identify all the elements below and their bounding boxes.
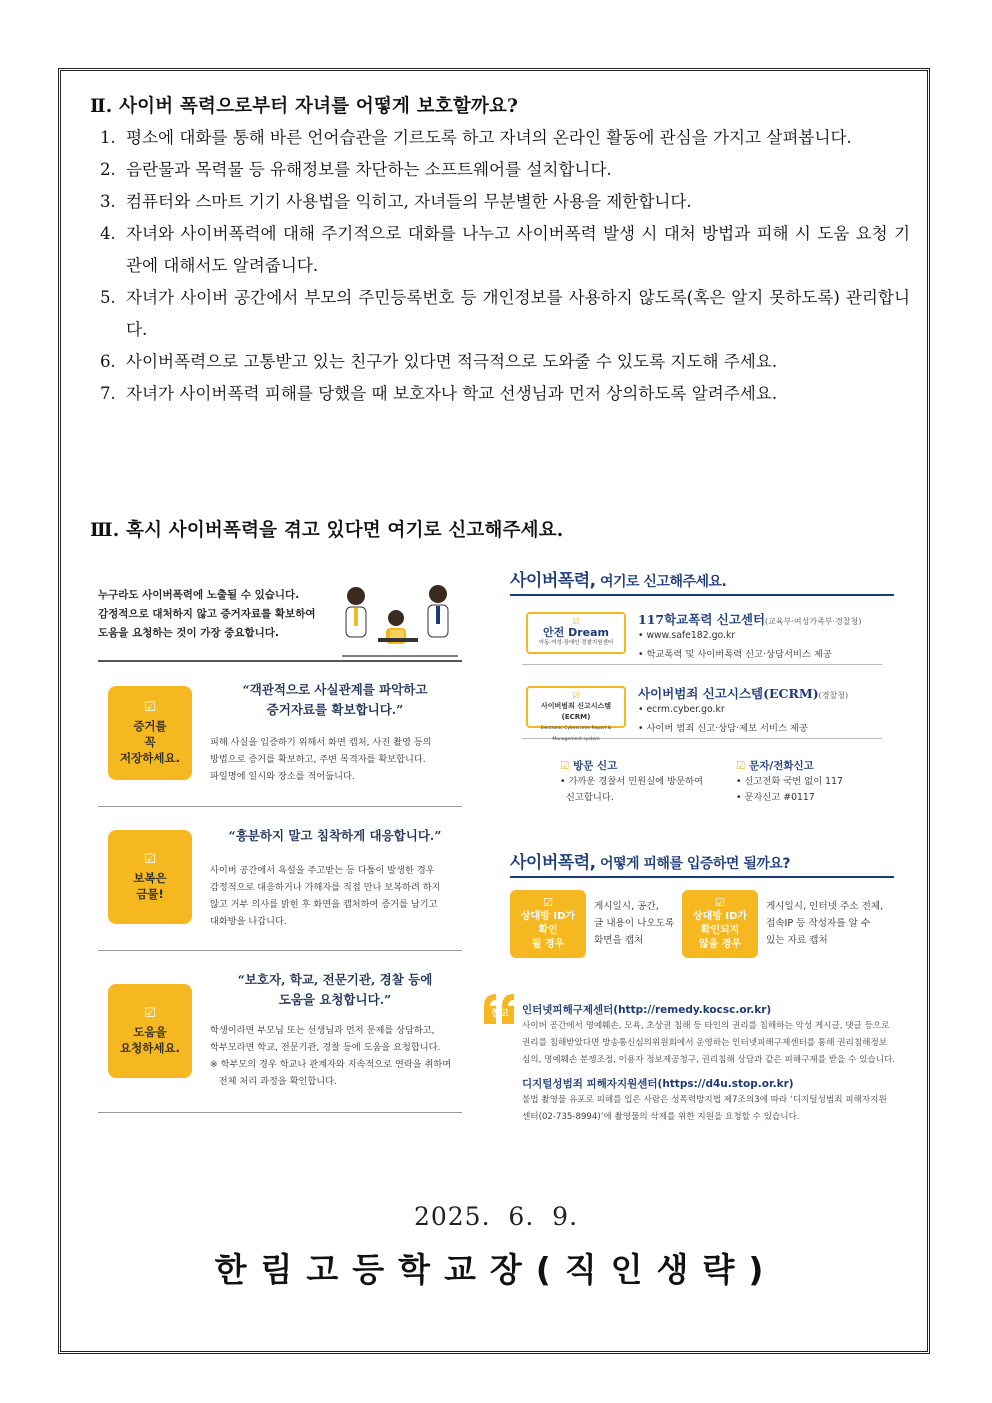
ref-label: 참고 (491, 1009, 509, 1019)
intro-text: 누구라도 사이버폭력에 노출될 수 있습니다. 감정적으로 대처하지 않고 증거자료를 확보하여 도움을 요청하는 것이 가장 중요합니다. (98, 589, 316, 639)
check-icon: ☑ (560, 760, 574, 772)
family-illustration (334, 580, 462, 658)
no-revenge-heading: “흥분하지 말고 침착하게 대응합니다.” (228, 828, 442, 843)
center-ecrm (522, 682, 882, 742)
list-item: 1. 평소에 대화를 통해 바른 언어습관을 기르도록 하고 자녀의 온라인 활동에 관심을 가지고 살펴봅니다. (100, 128, 852, 147)
intro-box (98, 580, 462, 662)
section-2-title: Ⅱ. 사이버 폭력으로부터 자녀를 어떻게 보호할까요? (90, 96, 519, 117)
check-icon: ☑ (144, 852, 156, 867)
no-revenge-badge: ☑ 보복은 금물! (108, 830, 192, 924)
center-desc: • 사이버 범죄 신고·상담·제보 서비스 제공 (638, 723, 808, 734)
section-3-title: Ⅲ. 혹시 사이버폭력을 겪고 있다면 여기로 신고해주세요. (90, 520, 564, 541)
list-item: 3. 컴퓨터와 스마트 기기 사용법을 익히고, 자녀들의 무분별한 사용을 제한합니다. (100, 192, 692, 211)
protection-list (100, 122, 910, 410)
safe-dream-logo: ☑ 안전 Dream 아동·여성·장애인 경찰지원센터 (526, 612, 626, 654)
ref1-heading: 인터넷피해구제센터(http://remedy.kocsc.or.kr) (522, 1004, 772, 1016)
check-icon: ☑ (144, 1006, 156, 1021)
title-rule (510, 594, 894, 596)
ref1-body: 사이버 공간에서 명예훼손, 모욕, 초상권 침해 등 타인의 권리를 침해하는 악성 게시글, 댓글 등으로 권리를 침해받았다면 방송통신심의위원회에서 운영하는 인터넷피해구제센터를 통해 권리침해정보 심의, 명예훼손 분쟁조정, 이용자 정보제공청구, 권리침해 상담과 같은 피해구제를 받을 수 있습니다. (522, 1021, 896, 1065)
list-item: 5. 자녀가 사이버 공간에서 부모의 주민등록번호 등 개인정보를 사용하지 않도록(혹은 알지 못하도록) 관리합니다. (100, 288, 910, 339)
id-unknown-text: 게시일시, 인터넷 주소 전체, 접속IP 등 작성자를 알 수 있는 자료 캡처 (766, 901, 884, 946)
center-117 (522, 608, 882, 665)
check-icon: ☑ (715, 896, 725, 909)
report-title: 사이버폭력, 여기로 신고해주세요. (510, 571, 727, 591)
evidence-card (98, 670, 462, 807)
check-icon: ☑ (144, 700, 156, 715)
id-known-badge: ☑ 상대방 ID가 확인 될 경우 (510, 890, 586, 958)
visit-report: ☑ 방문 신고 • 가까운 경찰서 민원실에 방문하여 신고합니다. (560, 760, 704, 803)
title-rule (510, 876, 894, 878)
evidence-heading: “객관적으로 사실관계를 파악하고 증거자료를 확보합니다.” (242, 682, 428, 717)
ref2-heading: 디지털성범죄 피해자지원센터(https://d4u.stop.or.kr) (522, 1078, 794, 1090)
ask-help-heading: “보호자, 학교, 전문기관, 경찰 등에 도움을 요청합니다.” (237, 972, 433, 1007)
list-item: 6. 사이버폭력으로 고통받고 있는 친구가 있다면 적극적으로 도와줄 수 있도록 지도해 주세요. (100, 352, 778, 371)
center-url: • ecrm.cyber.go.kr (638, 704, 725, 715)
id-unknown-badge: ☑ 상대방 ID가 확인되지 않을 경우 (682, 890, 758, 958)
ecrm-logo: ☑ 사이버범죄 신고시스템(ECRM) Electronic Cybercrime Report & Management system (526, 686, 626, 728)
ask-help-card (98, 956, 462, 1113)
ask-help-badge: ☑ 도움을 요청하세요. (108, 984, 192, 1078)
list-item: 2. 음란물과 목력물 등 유해정보를 차단하는 소프트웨어를 설치합니다. (100, 160, 612, 179)
list-item: 7. 자녀가 사이버폭력 피해를 당했을 때 보호자나 학교 선생님과 먼저 상의하도록 알려주세요. (100, 384, 778, 403)
center-url: • www.safe182.go.kr (638, 630, 736, 641)
no-revenge-card (98, 812, 462, 951)
no-revenge-body: 사이버 공간에서 욕설을 주고받는 등 다툼이 발생한 경우 감정적으로 대응하거나 가해자를 직접 만나 보복하려 하지 않고 거부 의사를 밝힌 후 화면을 캡처하여 증거를 남기고 대화방을 나갑니다. (210, 865, 441, 927)
center-name: 사이버범죄 신고시스템(ECRM)(경찰청) (638, 686, 849, 701)
center-name: 117학교폭력 신고센터(교육부·여성가족부·경찰청) (638, 612, 862, 627)
check-icon: ☑ (543, 896, 553, 909)
center-desc: • 학교폭력 및 사이버폭력 신고·상담서비스 제공 (638, 649, 832, 660)
ask-help-body: 학생이라면 부모님 또는 선생님과 먼저 문제를 상담하고, 학부모라면 학교, 전문기관, 경찰 등에 도움을 요청합니다. ※ 학부모의 경우 학교나 관계자와 지속적으로 연락을 취하며 전체 처리 과정을 확인합니다. (210, 1025, 452, 1087)
id-known-text: 게시일시, 공간, 글 내용이 나오도록 화면을 캡처 (594, 901, 675, 946)
principal-signature: 한림고등학교장(직인생략) (214, 1250, 778, 1289)
list-item: 4. 자녀와 사이버폭력에 대해 주기적으로 대화를 나누고 사이버폭력 발생 시 대처 방법과 피해 시 도움 요청 기관에 대해서도 알려줍니다. (100, 224, 910, 275)
phone-report: ☑ 문자/전화신고 • 신고전화 국번 없이 117 • 문자신고 #0117 (736, 760, 843, 803)
evidence-badge: ☑ 증거를 꼭 저장하세요. (108, 686, 192, 780)
document-date: 2025. 6. 9. (413, 1202, 579, 1231)
evidence-body: 피해 사실을 입증하기 위해서 화면 캡처, 사진 촬영 등의 방법으로 증거를 확보하고, 주변 목격자를 확보합니다. 파일명에 일시와 장소를 적어둡니다. (210, 737, 432, 782)
check-icon: ☑ (736, 760, 750, 772)
proof-title: 사이버폭력, 어떻게 피해를 입증하면 될까요? (510, 853, 791, 873)
ref2-body: 불법 촬영물 유포로 피해를 입은 사람은 성폭력방지법 제7조의3에 따라 ‘디지털성범죄 피해자지원 센터(02-735-8994)’에 촬영물의 삭제를 위한 지원을 요청할 수 있습니다. (522, 1095, 887, 1122)
